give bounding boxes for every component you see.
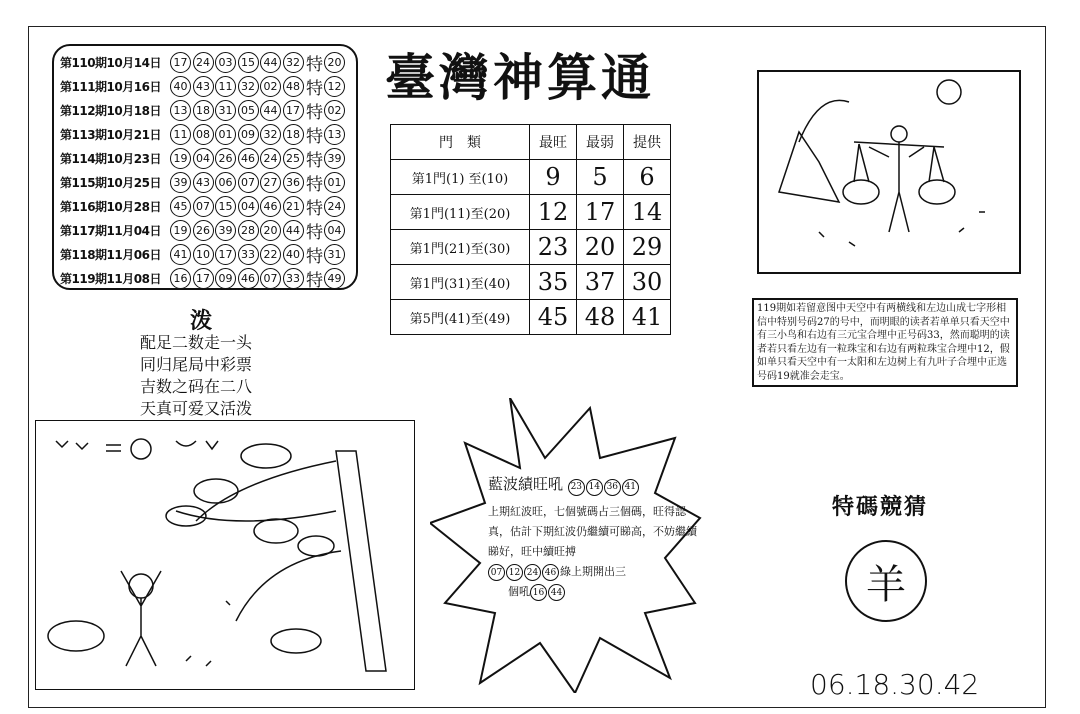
table-cell: 5 [577, 160, 624, 195]
number-ball: 15 [215, 196, 236, 217]
zodiac-circle: 羊 [845, 540, 927, 622]
draw-date: 第114期10月23日 [60, 151, 161, 166]
number-ball: 32 [283, 52, 304, 73]
starburst-ball-row [488, 562, 698, 582]
number-ball: 17 [283, 100, 304, 121]
number-ball: 36 [604, 479, 621, 496]
special-label: 特 [306, 270, 323, 291]
number-ball: 46 [542, 564, 559, 581]
guess-numbers: 06.18.30.42 [810, 668, 980, 701]
number-ball: 39 [170, 172, 191, 193]
draw-history-panel [52, 44, 358, 290]
history-row [60, 146, 350, 170]
number-ball: 40 [170, 76, 191, 97]
table-cell: 23 [530, 230, 577, 265]
special-ball: 39 [324, 148, 345, 169]
number-ball: 06 [215, 172, 236, 193]
table-row [391, 230, 671, 265]
special-label: 特 [306, 78, 323, 99]
number-ball: 40 [283, 244, 304, 265]
poem-line: 吉数之码在二八 [140, 377, 253, 396]
number-ball: 11 [170, 124, 191, 145]
history-row [60, 218, 350, 242]
number-ball: 41 [622, 479, 639, 496]
number-ball: 04 [193, 148, 214, 169]
number-ball: 07 [193, 196, 214, 217]
special-ball: 01 [324, 172, 345, 193]
number-ball: 16 [530, 584, 547, 601]
number-ball: 20 [260, 220, 281, 241]
table-cell: 第1門(11)至(20) [391, 195, 530, 230]
header-coldest: 最弱 [577, 125, 624, 160]
special-label: 特 [306, 246, 323, 267]
table-cell: 20 [577, 230, 624, 265]
number-ball: 05 [238, 100, 259, 121]
table-row [391, 265, 671, 300]
number-ball: 21 [283, 196, 304, 217]
number-ball: 22 [260, 244, 281, 265]
number-ball: 13 [170, 100, 191, 121]
number-ball: 09 [215, 268, 236, 289]
table-header-row [391, 125, 671, 160]
history-row [60, 98, 350, 122]
table-cell: 第1門(1) 至(10) [391, 160, 530, 195]
number-ball: 41 [170, 244, 191, 265]
table-cell: 37 [577, 265, 624, 300]
starburst-tail2: 個吼 [508, 584, 530, 598]
table-cell: 30 [624, 265, 671, 300]
special-ball: 31 [324, 244, 345, 265]
special-ball: 20 [324, 52, 345, 73]
starburst-heading-row [488, 474, 698, 496]
draw-date: 第113期10月21日 [60, 127, 161, 142]
number-ball: 17 [215, 244, 236, 265]
number-ball: 33 [283, 268, 304, 289]
history-row [60, 194, 350, 218]
starburst-tail-row [488, 582, 698, 602]
number-ball: 43 [193, 172, 214, 193]
poem-block [140, 310, 252, 420]
number-ball: 32 [238, 76, 259, 97]
number-ball: 12 [506, 564, 523, 581]
number-ball: 19 [170, 148, 191, 169]
number-ball: 39 [215, 220, 236, 241]
draw-date: 第119期11月08日 [60, 271, 161, 286]
header-offered: 提供 [624, 125, 671, 160]
number-ball: 11 [215, 76, 236, 97]
draw-date: 第112期10月18日 [60, 103, 161, 118]
starburst-tail: 綠上期開出三 [560, 564, 626, 578]
table-cell: 45 [530, 300, 577, 335]
poem-title: 泼 [190, 308, 213, 334]
table-cell: 14 [624, 195, 671, 230]
table-cell: 29 [624, 230, 671, 265]
number-ball: 25 [283, 148, 304, 169]
draw-date: 第110期10月14日 [60, 55, 161, 70]
table-row [391, 160, 671, 195]
header-hottest: 最旺 [530, 125, 577, 160]
draw-date: 第115期10月25日 [60, 175, 161, 190]
number-ball: 45 [170, 196, 191, 217]
number-ball: 28 [238, 220, 259, 241]
table-row [391, 300, 671, 335]
history-row [60, 122, 350, 146]
special-ball: 24 [324, 196, 345, 217]
table-row [391, 195, 671, 230]
number-ball: 19 [170, 220, 191, 241]
illustration-farmer-carrying-baskets [757, 70, 1021, 274]
table-cell: 41 [624, 300, 671, 335]
header-category: 門 類 [391, 125, 530, 160]
table-cell: 9 [530, 160, 577, 195]
special-label: 特 [306, 150, 323, 171]
number-ball: 44 [283, 220, 304, 241]
draw-date: 第111期10月16日 [60, 79, 161, 94]
illustration-child-and-tree [35, 420, 415, 690]
history-row [60, 50, 350, 74]
number-ball: 46 [238, 148, 259, 169]
starburst-text [488, 474, 698, 602]
number-ball: 01 [215, 124, 236, 145]
number-ball: 14 [586, 479, 603, 496]
number-ball: 26 [193, 220, 214, 241]
number-ball: 02 [260, 76, 281, 97]
hint-text-box: 119期如若留意图中天空中有两横线和左边山成七字形相信中特别号码27的号中，而明眼的读者若单单只看天空中有三小鸟和右边有三元宝合埋中正号码33，然而聪明的读者若只看左边有一粒珠宝和右边有两粒珠宝合埋中12，假如单只看天空中有一太阳和左边树上有九叶子合埋中正选号码19就准会走宝。 [752, 298, 1018, 387]
number-range-table [390, 124, 671, 335]
number-ball: 24 [193, 52, 214, 73]
number-ball: 46 [238, 268, 259, 289]
number-ball: 26 [215, 148, 236, 169]
table-cell: 17 [577, 195, 624, 230]
number-ball: 33 [238, 244, 259, 265]
poem-line: 同归尾局中彩票 [140, 355, 253, 374]
number-ball: 24 [524, 564, 541, 581]
special-label: 特 [306, 102, 323, 123]
table-cell: 48 [577, 300, 624, 335]
number-ball: 31 [215, 100, 236, 121]
number-ball: 48 [283, 76, 304, 97]
number-ball: 07 [238, 172, 259, 193]
draw-date: 第116期10月28日 [60, 199, 161, 214]
number-ball: 44 [548, 584, 565, 601]
number-ball: 36 [283, 172, 304, 193]
number-ball: 17 [193, 268, 214, 289]
number-ball: 23 [568, 479, 585, 496]
number-ball: 04 [238, 196, 259, 217]
poem-line: 天真可爱又活泼 [140, 399, 253, 418]
special-ball: 04 [324, 220, 345, 241]
number-ball: 27 [260, 172, 281, 193]
table-cell: 第1門(31)至(40) [391, 265, 530, 300]
table-cell: 第1門(21)至(30) [391, 230, 530, 265]
special-label: 特 [306, 174, 323, 195]
history-row [60, 170, 350, 194]
page-title: 臺灣神算通 [385, 48, 655, 107]
special-ball: 02 [324, 100, 345, 121]
special-guess-label: 特碼競猜 [832, 494, 929, 520]
number-ball: 17 [170, 52, 191, 73]
starburst-body: 上期紅波旺，七個號碼占三個碼，旺得認真，估計下期紅波仍繼續可睇高，不妨繼續睇好，旺中續旺搏 [488, 504, 697, 558]
table-cell: 第5門(41)至(49) [391, 300, 530, 335]
number-ball: 03 [215, 52, 236, 73]
poem-line: 配足二数走一头 [140, 333, 253, 352]
special-ball: 12 [324, 76, 345, 97]
special-ball: 49 [324, 268, 345, 289]
number-ball: 24 [260, 148, 281, 169]
number-ball: 10 [193, 244, 214, 265]
number-ball: 18 [193, 100, 214, 121]
special-label: 特 [306, 198, 323, 219]
number-ball: 16 [170, 268, 191, 289]
starburst-heading: 藍波績旺吼 [488, 475, 564, 493]
number-ball: 15 [238, 52, 259, 73]
number-ball: 09 [238, 124, 259, 145]
number-ball: 44 [260, 100, 281, 121]
number-ball: 08 [193, 124, 214, 145]
number-ball: 07 [260, 268, 281, 289]
history-row [60, 242, 350, 266]
number-ball: 43 [193, 76, 214, 97]
number-ball: 46 [260, 196, 281, 217]
table-cell: 6 [624, 160, 671, 195]
special-label: 特 [306, 54, 323, 75]
special-label: 特 [306, 222, 323, 243]
number-ball: 44 [260, 52, 281, 73]
history-row [60, 266, 350, 290]
history-row [60, 74, 350, 98]
table-cell: 12 [530, 195, 577, 230]
number-ball: 18 [283, 124, 304, 145]
special-ball: 13 [324, 124, 345, 145]
table-cell: 35 [530, 265, 577, 300]
draw-date: 第117期11月04日 [60, 223, 161, 238]
number-ball: 32 [260, 124, 281, 145]
number-ball: 07 [488, 564, 505, 581]
special-label: 特 [306, 126, 323, 147]
draw-date: 第118期11月06日 [60, 247, 161, 262]
